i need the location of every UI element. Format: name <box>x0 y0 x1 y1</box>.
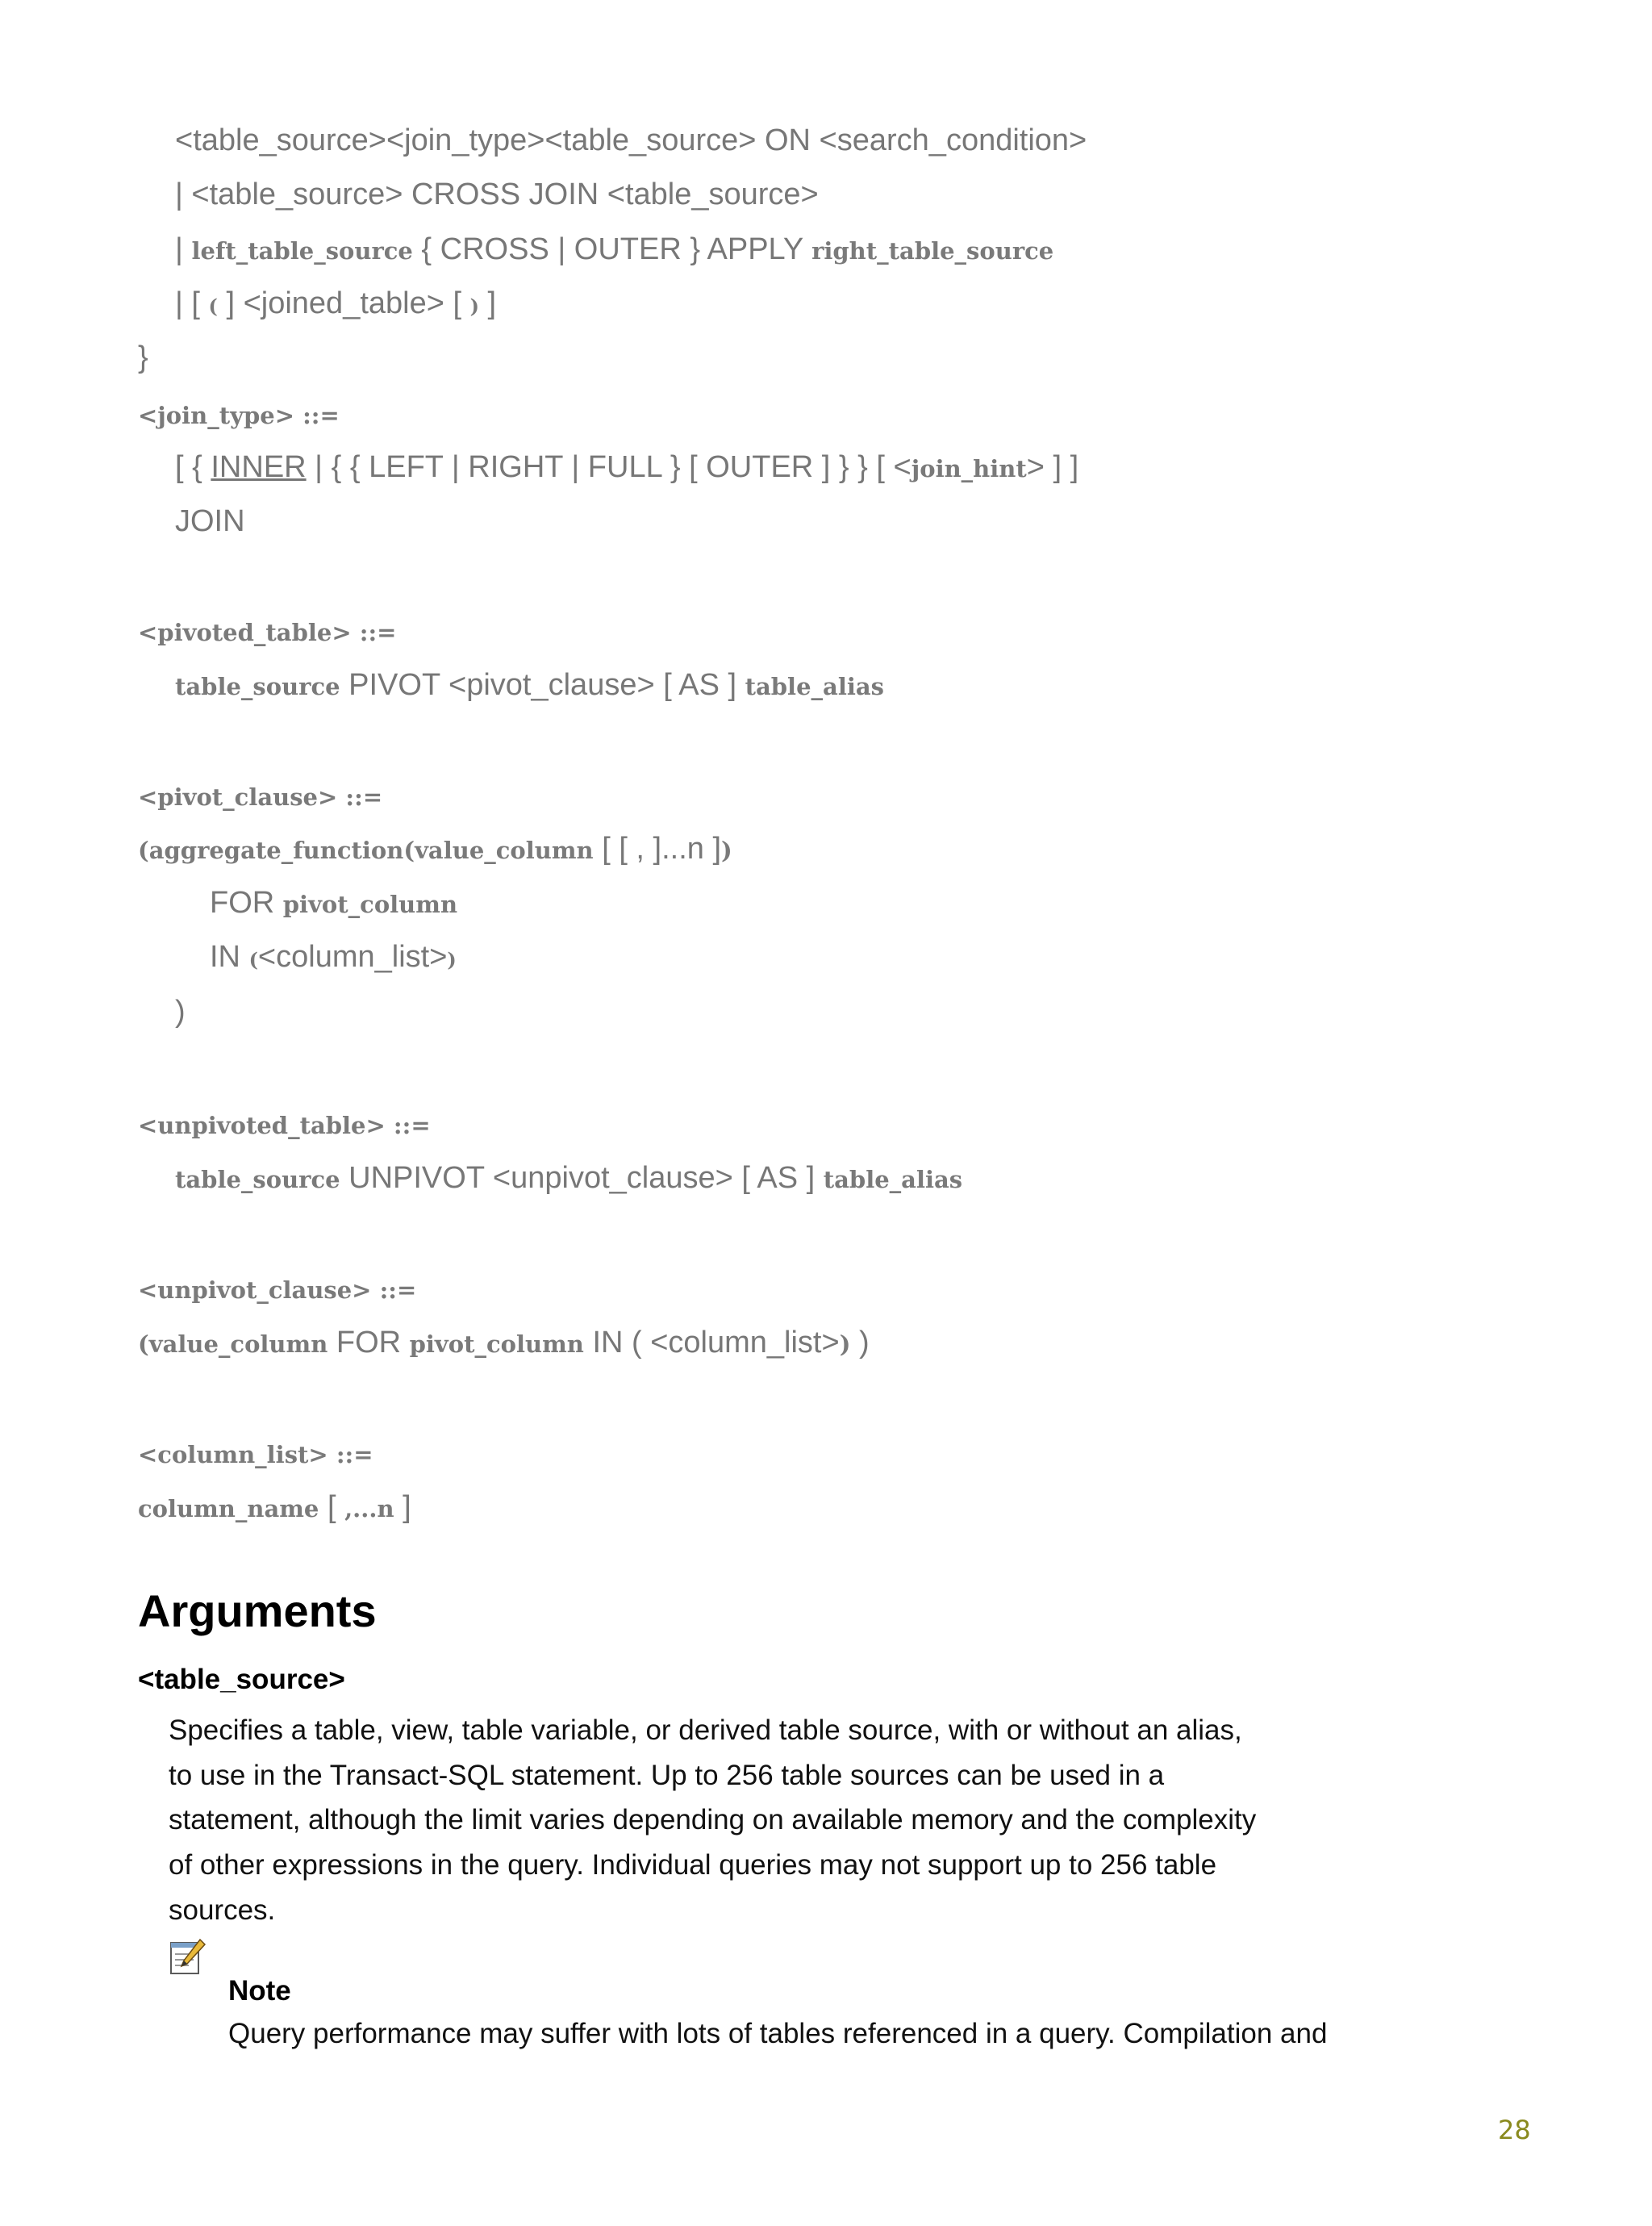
syntax-header-pivoted-table: <pivoted_table> ::= <box>138 619 397 646</box>
syntax-text: IN <box>210 940 249 974</box>
syntax-paren: ) <box>721 837 732 864</box>
syntax-text: ] <joined_table> [ <box>217 286 470 320</box>
syntax-term-table-source: table_source <box>175 673 340 700</box>
syntax-text: <column_list> <box>257 940 448 974</box>
syntax-line-unpivoted-table <box>175 1163 962 1193</box>
syntax-line-aggregate <box>138 833 732 864</box>
syntax-line-joined-table-paren <box>175 288 496 319</box>
argument-description-line: to use in the Transact-SQL statement. Up to 256 table sources can be used in a <box>169 1760 1165 1791</box>
syntax-text: { CROSS | OUTER } APPLY <box>412 232 812 266</box>
syntax-text: [ <box>319 1490 345 1524</box>
syntax-header-column-list: <column_list> ::= <box>138 1441 373 1468</box>
syntax-paren: ) <box>839 1330 851 1358</box>
syntax-text: | <box>175 232 192 266</box>
syntax-text: | [ <box>175 286 209 320</box>
syntax-text: FOR <box>327 1326 410 1359</box>
note-label: Note <box>228 1975 291 2007</box>
syntax-text: > ] ] <box>1026 450 1079 484</box>
syntax-text: ] <box>394 1490 411 1524</box>
argument-description-line: of other expressions in the query. Individual queries may not support up to 256 table <box>169 1849 1217 1881</box>
syntax-close-brace: } <box>138 340 148 374</box>
syntax-line-joined-table: <table_source><join_type><table_source> ON <search_condition> <box>175 123 1087 157</box>
syntax-term-n: ,...n <box>344 1495 394 1522</box>
syntax-line-column-list <box>138 1492 411 1522</box>
syntax-term-pivot-column: pivot_column <box>409 1330 584 1358</box>
note-text: Query performance may suffer with lots of tables referenced in a query. Compilation and <box>228 2018 1328 2049</box>
section-heading-arguments: Arguments <box>138 1585 377 1636</box>
syntax-text: FOR <box>210 886 283 920</box>
syntax-paren: ) <box>447 948 457 971</box>
syntax-text: IN ( <column_list> <box>583 1326 840 1359</box>
syntax-line-in <box>210 942 457 972</box>
syntax-text: [ [ , ]...n ] <box>593 832 722 866</box>
syntax-line-join-type <box>175 452 1078 482</box>
syntax-text: | { { LEFT | RIGHT | FULL } [ OUTER ] } } [ < <box>306 450 912 484</box>
note-icon <box>168 1936 208 1977</box>
syntax-term-table-source: table_source <box>175 1166 340 1193</box>
syntax-paren: ) <box>469 294 479 318</box>
argument-description-line: statement, although the limit varies depending on available memory and the complexity <box>169 1804 1257 1836</box>
syntax-term-left-table-source: left_table_source <box>191 237 413 265</box>
syntax-close-paren: ) <box>175 995 186 1029</box>
syntax-paren: ( <box>208 294 218 318</box>
syntax-line-unpivot-clause <box>138 1327 870 1358</box>
syntax-term-aggregate-function: (aggregate_function(value_column <box>138 837 594 864</box>
syntax-line-apply <box>175 234 1053 265</box>
syntax-text: PIVOT <pivot_clause> [ AS ] <box>340 668 745 702</box>
syntax-line-pivoted-table <box>175 670 884 700</box>
syntax-line-for <box>210 887 457 918</box>
syntax-header-unpivoted-table: <unpivoted_table> ::= <box>138 1112 431 1139</box>
syntax-text: ] <box>478 286 497 320</box>
syntax-line-join-keyword: JOIN <box>175 504 245 538</box>
argument-term-table-source: <table_source> <box>138 1664 345 1695</box>
syntax-term-pivot-column: pivot_column <box>282 891 458 918</box>
syntax-line-cross-join: | <table_source> CROSS JOIN <table_source> <box>175 177 819 211</box>
argument-description-line: sources. <box>169 1894 276 1926</box>
syntax-paren: ( <box>248 948 258 971</box>
syntax-term-value-column: (value_column <box>138 1330 328 1358</box>
syntax-term-table-alias: table_alias <box>823 1166 963 1193</box>
syntax-default-inner: INNER <box>211 450 307 484</box>
syntax-text: [ { <box>175 450 211 484</box>
syntax-header-pivot-clause: <pivot_clause> ::= <box>138 783 383 811</box>
syntax-term-table-alias: table_alias <box>745 673 884 700</box>
syntax-term-right-table-source: right_table_source <box>811 237 1054 265</box>
page-number: 28 <box>1498 2115 1531 2145</box>
syntax-term-join-hint: join_hint <box>911 455 1027 482</box>
syntax-term-column-name: column_name <box>138 1495 319 1522</box>
syntax-text: UNPIVOT <unpivot_clause> [ AS ] <box>340 1161 824 1195</box>
syntax-header-join-type: <join_type> ::= <box>138 402 340 429</box>
syntax-text: ) <box>850 1326 870 1359</box>
argument-description-line: Specifies a table, view, table variable, or derived table source, with or without an alias, <box>169 1714 1242 1746</box>
syntax-header-unpivot-clause: <unpivot_clause> ::= <box>138 1276 417 1304</box>
